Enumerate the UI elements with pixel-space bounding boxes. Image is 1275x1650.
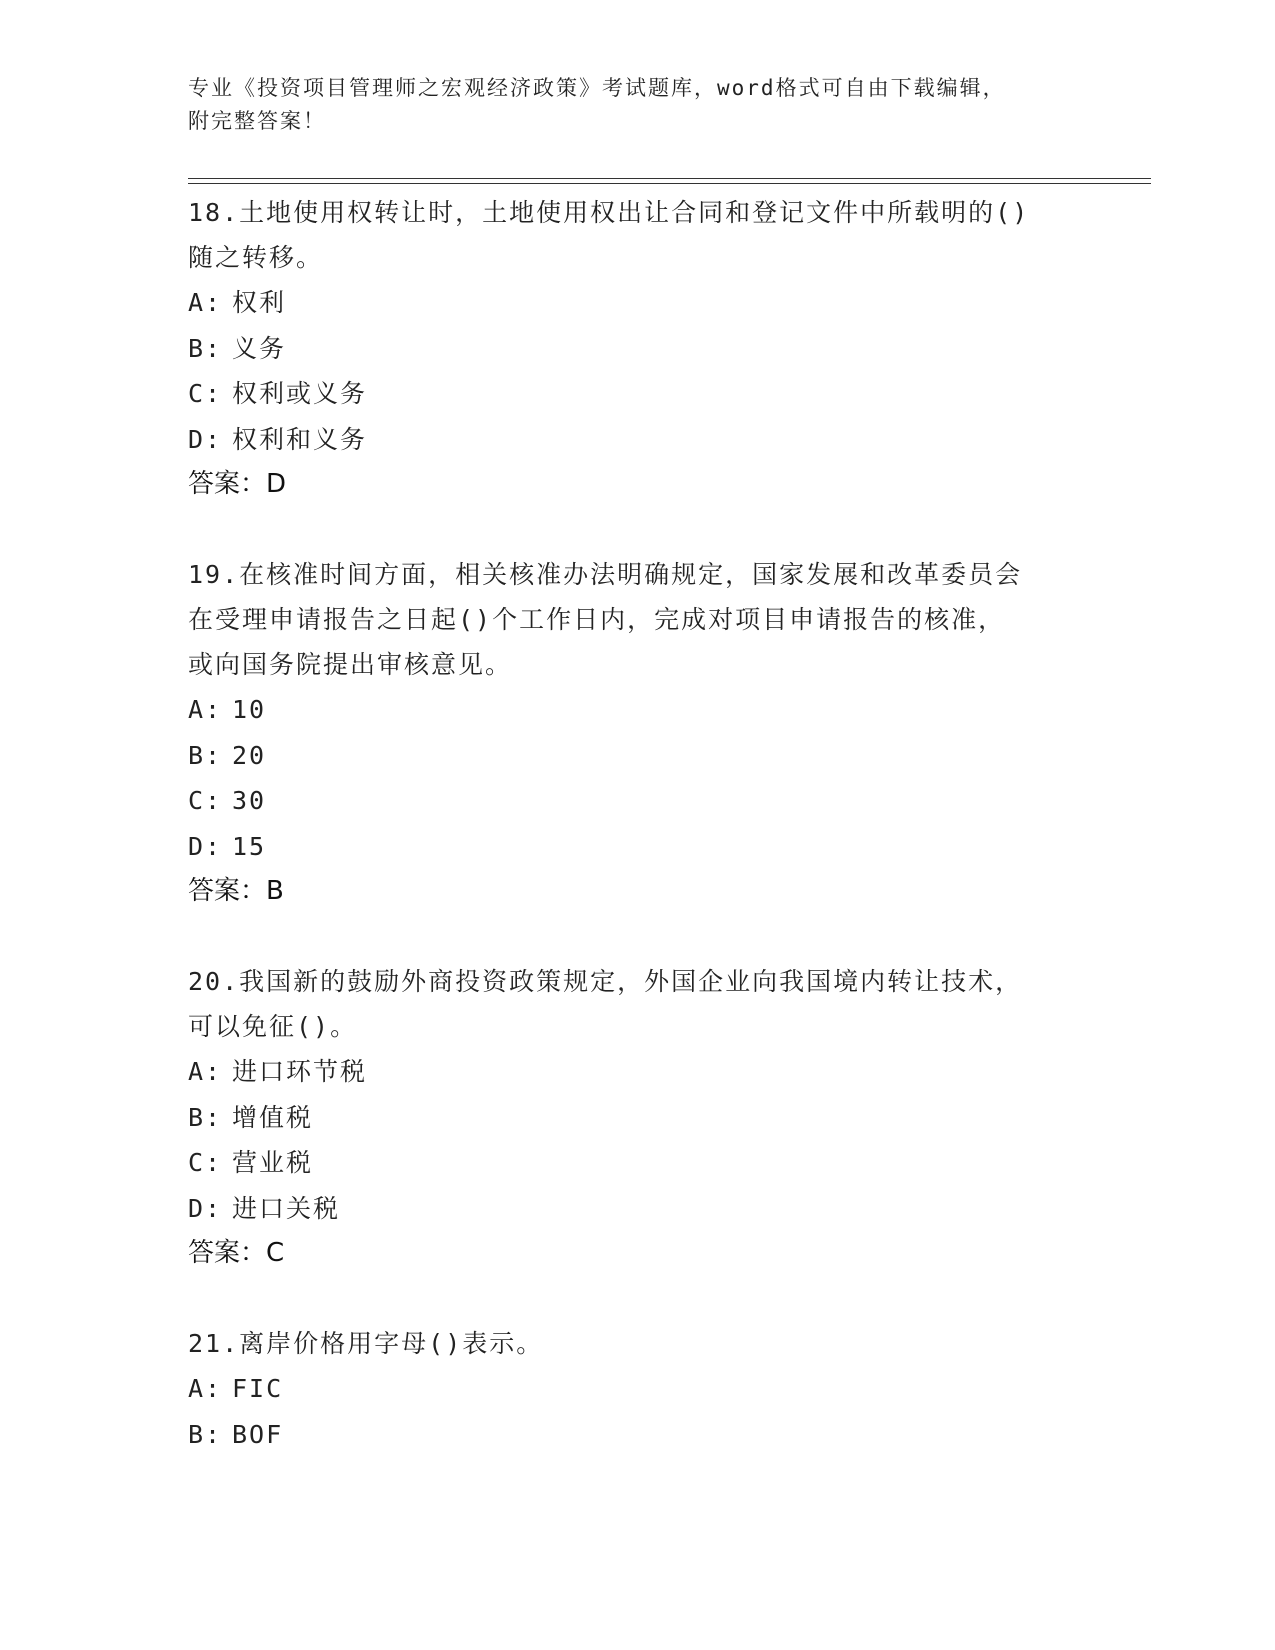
option-c bbox=[188, 778, 1088, 824]
option-d bbox=[188, 417, 1088, 463]
option-key: B: bbox=[188, 1102, 223, 1132]
option-text: 进口环节税 bbox=[232, 1057, 368, 1086]
option-b bbox=[188, 733, 1088, 779]
option-key: A: bbox=[188, 695, 223, 724]
answer: 答案：B bbox=[188, 876, 284, 906]
option-key: A: bbox=[188, 1057, 223, 1086]
option-key: D: bbox=[188, 831, 223, 861]
question-text-line: 在受理申请报告之日起()个工作日内，完成对项目申请报告的核准， bbox=[188, 605, 1006, 634]
header-line-2: 附完整答案！ bbox=[188, 109, 326, 133]
answer: 答案：D bbox=[188, 469, 287, 499]
question-text-line: 20.我国新的鼓励外商投资政策规定，外国企业向我国境内转让技术， bbox=[188, 967, 1023, 996]
question-text-line: 或向国务院提出审核意见。 bbox=[188, 650, 513, 679]
option-text: 增值税 bbox=[232, 1102, 314, 1132]
header-divider-bottom bbox=[188, 183, 1151, 184]
question-list bbox=[188, 190, 1088, 1457]
option-b bbox=[188, 1095, 1088, 1141]
question-text-line: 18.土地使用权转让时，土地使用权出让合同和登记文件中所载明的() bbox=[188, 198, 1030, 227]
option-key: C: bbox=[188, 1148, 223, 1177]
question-21 bbox=[188, 1321, 1088, 1457]
option-text: 进口关税 bbox=[232, 1193, 341, 1223]
document-header bbox=[188, 72, 1088, 138]
option-b bbox=[188, 326, 1088, 372]
option-c bbox=[188, 371, 1088, 417]
option-text: 30 bbox=[232, 786, 267, 815]
option-text: 营业税 bbox=[232, 1148, 314, 1177]
option-a bbox=[188, 687, 1088, 733]
option-text: 10 bbox=[232, 695, 267, 724]
option-key: A: bbox=[188, 288, 223, 317]
option-key: D: bbox=[188, 424, 223, 454]
option-a bbox=[188, 280, 1088, 326]
question-text-line: 19.在核准时间方面，相关核准办法明确规定，国家发展和改革委员会 bbox=[188, 560, 1023, 589]
option-key: D: bbox=[188, 1193, 223, 1223]
option-d bbox=[188, 824, 1088, 870]
option-key: B: bbox=[188, 1419, 223, 1449]
option-text: 15 bbox=[232, 831, 267, 861]
option-text: 义务 bbox=[232, 333, 287, 363]
option-text: BOF bbox=[232, 1419, 284, 1449]
question-18 bbox=[188, 190, 1088, 507]
header-line-1: 专业《投资项目管理师之宏观经济政策》考试题库，word格式可自由下载编辑， bbox=[188, 76, 1006, 100]
question-text-line: 可以免征()。 bbox=[188, 1012, 358, 1041]
question-text-line: 21.离岸价格用字母()表示。 bbox=[188, 1329, 544, 1358]
option-b bbox=[188, 1412, 1088, 1458]
option-key: C: bbox=[188, 379, 223, 408]
option-a bbox=[188, 1366, 1088, 1412]
question-20 bbox=[188, 959, 1088, 1276]
question-19 bbox=[188, 552, 1088, 914]
option-text: 权利 bbox=[232, 288, 287, 317]
option-key: B: bbox=[188, 333, 223, 363]
option-a bbox=[188, 1049, 1088, 1095]
option-key: B: bbox=[188, 740, 223, 770]
option-key: C: bbox=[188, 786, 223, 815]
option-text: FIC bbox=[232, 1374, 284, 1403]
option-text: 20 bbox=[232, 740, 267, 770]
header-divider-top bbox=[188, 178, 1151, 179]
option-c bbox=[188, 1140, 1088, 1186]
option-key: A: bbox=[188, 1374, 223, 1403]
answer: 答案：C bbox=[188, 1238, 285, 1268]
option-text: 权利和义务 bbox=[232, 424, 368, 454]
question-text-line: 随之转移。 bbox=[188, 243, 324, 272]
option-d bbox=[188, 1186, 1088, 1232]
option-text: 权利或义务 bbox=[232, 379, 368, 408]
